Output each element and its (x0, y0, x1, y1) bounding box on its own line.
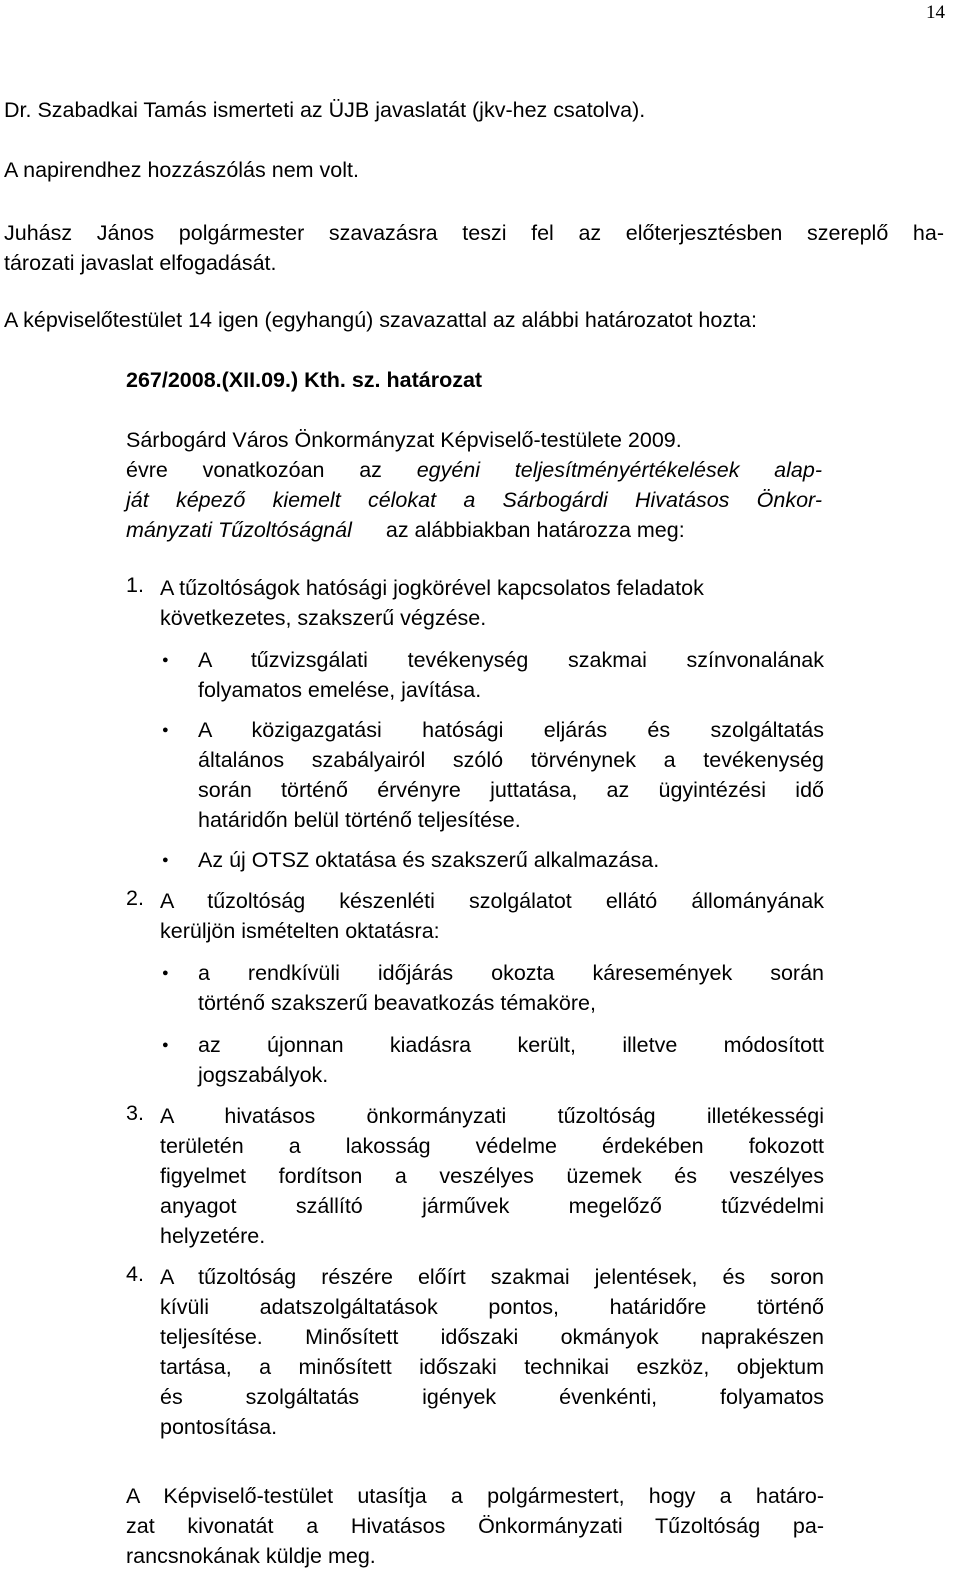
item-2 (160, 886, 824, 946)
item-line: figyelmet fordítson a veszélyes üzemek és veszélyes (160, 1164, 824, 1188)
bullet-line: történő szakszerű beavatkozás témaköre, (198, 991, 596, 1015)
paragraph-vote-call (4, 218, 944, 278)
bullet-line: az újonnan kiadásra került, illetve módosított (198, 1033, 824, 1057)
bullet-icon: ● (162, 654, 169, 666)
resolution-intro (126, 425, 822, 545)
intro-line (126, 455, 822, 485)
item-line: pontosítása. (160, 1415, 278, 1439)
item-line: teljesítése. Minősített időszaki okmányok naprakészen (160, 1325, 824, 1349)
item-line: kerüljön ismételten oktatásra: (160, 919, 440, 943)
bullet-line: jogszabályok. (198, 1063, 329, 1087)
bullet-item (198, 845, 659, 875)
intro-line: Sárbogárd Város Önkormányzat Képviselő-testülete 2009. (126, 428, 682, 452)
item-3 (160, 1101, 824, 1251)
item-line: anyagot szállító járművek megelőző tűzvédelmi (160, 1194, 824, 1218)
item-number: 4. (126, 1262, 144, 1286)
bullet-item (198, 1030, 824, 1090)
paragraph-vote-result: A képviselőtestület 14 igen (egyhangú) szavazattal az alábbi határozatot hozta: (4, 308, 757, 332)
bullet-item (198, 958, 824, 1018)
intro-text: évre vonatkozóan az (126, 458, 382, 482)
item-line: A tűzoltóságok hatósági jogkörével kapcsolatos feladatok (160, 576, 704, 600)
item-line: következetes, szakszerű végzése. (160, 606, 487, 630)
item-line: területén a lakosság védelme érdekében fokozott (160, 1134, 824, 1158)
item-line: A tűzoltóság részére előírt szakmai jelentések, és soron (160, 1265, 824, 1289)
paragraph-no-comments: A napirendhez hozzászólás nem volt. (4, 158, 359, 182)
bullet-line: folyamatos emelése, javítása. (198, 678, 482, 702)
closing-line: rancsnokának küldje meg. (126, 1544, 376, 1568)
item-number: 1. (126, 573, 144, 597)
item-line: tartása, a minősített időszaki technikai eszköz, objektum (160, 1355, 824, 1379)
intro-italic-text: egyéni teljesítményértékelések alap- (416, 458, 822, 482)
closing-line: zat kivonatát a Hivatásos Önkormányzati Tűzoltóság pa- (126, 1514, 824, 1538)
item-line: helyzetére. (160, 1224, 266, 1248)
bullet-line: során történő érvényre juttatása, az ügyintézési idő (198, 778, 824, 802)
item-1 (160, 573, 824, 633)
resolution-title: 267/2008.(XII.09.) Kth. sz. határozat (126, 368, 483, 392)
paragraph-line: tározati javaslat elfogadását. (4, 251, 277, 275)
bullet-line: Az új OTSZ oktatása és szakszerű alkalmazása. (198, 848, 660, 872)
item-line: kívüli adatszolgáltatások pontos, határidőre történő (160, 1295, 824, 1319)
bullet-item (198, 715, 824, 835)
closing-line: A Képviselő-testület utasítja a polgármestert, hogy a határo- (126, 1484, 824, 1508)
bullet-item (198, 645, 824, 705)
page-number: 14 (926, 2, 945, 23)
bullet-icon: ● (162, 967, 169, 979)
intro-italic-text: mányzati Tűzoltóságnál (126, 518, 352, 542)
item-line: A hivatásos önkormányzati tűzoltóság illetékességi (160, 1104, 824, 1128)
item-number: 3. (126, 1101, 144, 1125)
item-4 (160, 1262, 824, 1442)
item-number: 2. (126, 886, 144, 910)
intro-line (126, 515, 822, 545)
intro-text: az alábbiakban határozza meg: (385, 518, 685, 542)
bullet-line: A közigazgatási hatósági eljárás és szolgáltatás (198, 718, 824, 742)
paragraph-presentation: Dr. Szabadkai Tamás ismerteti az ÜJB javaslatát (jkv-hez csatolva). (4, 98, 646, 122)
item-line: A tűzoltóság készenléti szolgálatot ellátó állományának (160, 889, 824, 913)
intro-line: ját képező kiemelt célokat a Sárbogárdi Hivatásos Önkor- (126, 488, 822, 512)
bullet-line: A tűzvizsgálati tevékenység szakmai színvonalának (198, 648, 824, 672)
item-line: és szolgáltatás igények évenkénti, folyamatos (160, 1385, 824, 1409)
bullet-icon: ● (162, 854, 169, 866)
closing-paragraph (126, 1481, 824, 1571)
bullet-line: a rendkívüli időjárás okozta káresemények során (198, 961, 824, 985)
bullet-line: határidőn belül történő teljesítése. (198, 808, 521, 832)
bullet-icon: ● (162, 1039, 169, 1051)
bullet-line: általános szabályairól szóló törvénynek a tevékenység (198, 748, 824, 772)
paragraph-line: Juhász János polgármester szavazásra teszi fel az előterjesztésben szereplő ha- (4, 221, 944, 245)
bullet-icon: ● (162, 724, 169, 736)
